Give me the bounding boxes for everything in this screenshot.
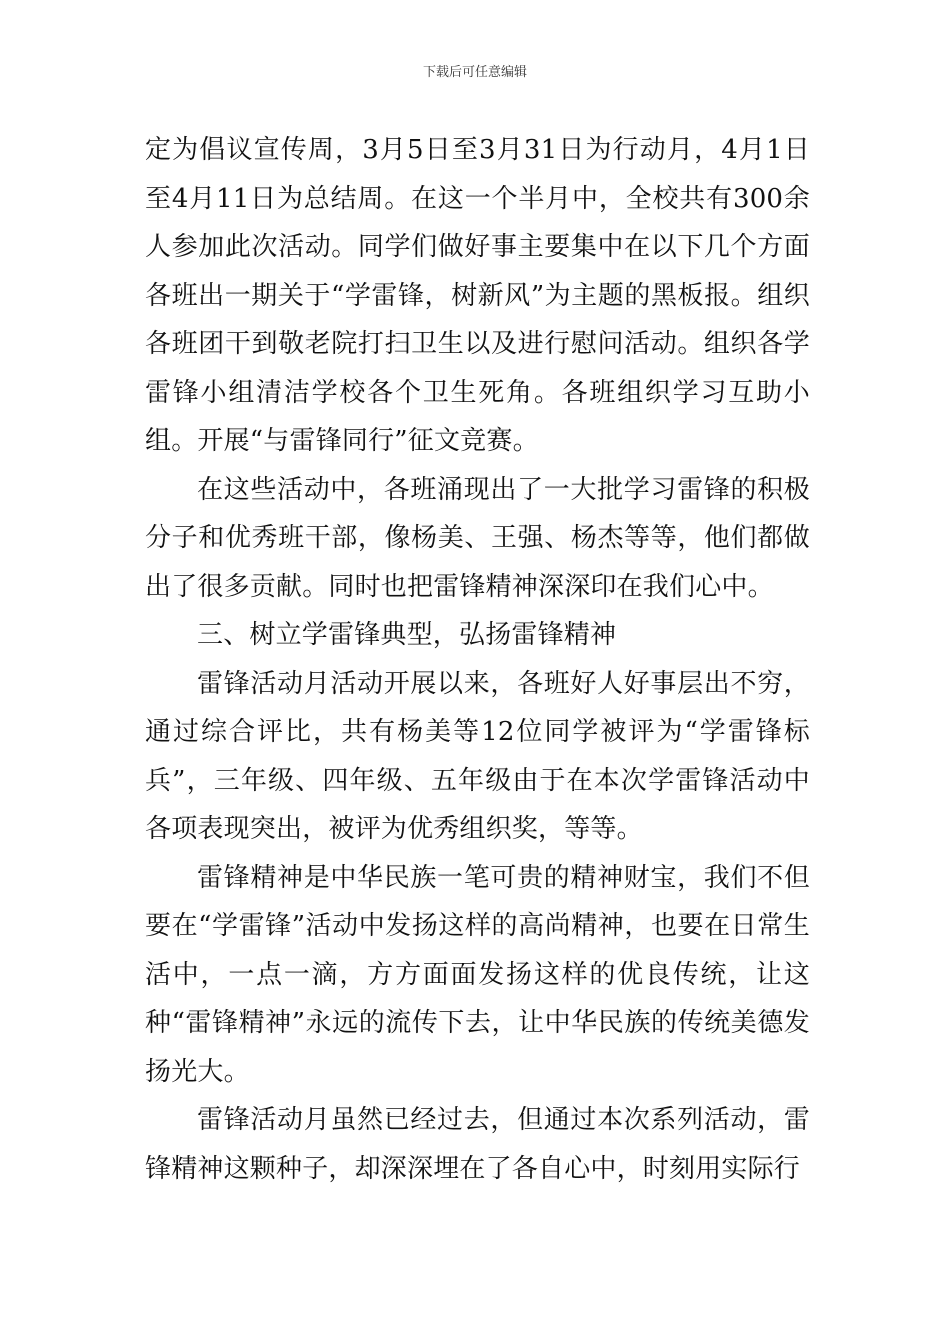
paragraph-lei-feng-spirit: 雷锋精神是中华民族一笔可贵的精神财宝，我们不但要在“学雷锋”活动中发扬这样的高尚精神，也要在日常生活中，一点一滴，方方面面发扬这样的优良传统，让这种“雷锋精神”永远的流传下去，让中华民族的传统美德发扬光大。 bbox=[145, 862, 810, 1087]
paragraph-conclusion: 雷锋活动月虽然已经过去，但通过本次系列活动，雷锋精神这颗种子，却深深埋在了各自心中，时刻用实际行 bbox=[145, 1105, 810, 1184]
section-heading-3: 三、树立学雷锋典型，弘扬雷锋精神 bbox=[197, 620, 617, 650]
paragraph-activity-schedule: 定为倡议宣传周，3月5日至3月31日为行动月，4月1日至4月11日为总结周。在这一个半月中，全校共有300余人参加此次活动。同学们做好事主要集中在以下几个方面各班出一期关于“学雷锋，树新风”为主题的黑板报。组织各班团干到敬老院打扫卫生以及进行慰问活动。组织各学雷锋小组清洁学校各个卫生死角。各班组织学习互助小组。开展“与雷锋同行”征文竞赛。 bbox=[145, 135, 810, 456]
document-body bbox=[145, 126, 810, 1193]
page-header-note: 下载后可任意编辑 bbox=[422, 65, 527, 80]
paragraph-awards: 雷锋活动月活动开展以来，各班好人好事层出不穷，通过综合评比，共有杨美等12位同学被评为“学雷锋标兵”，三年级、四年级、五年级由于在本次学雷锋活动中各项表现突出，被评为优秀组织奖，等等。 bbox=[145, 668, 810, 844]
paragraph-outstanding-students: 在这些活动中，各班涌现出了一大批学习雷锋的积极分子和优秀班干部，像杨美、王强、杨杰等等，他们都做出了很多贡献。同时也把雷锋精神深深印在我们心中。 bbox=[145, 474, 810, 602]
